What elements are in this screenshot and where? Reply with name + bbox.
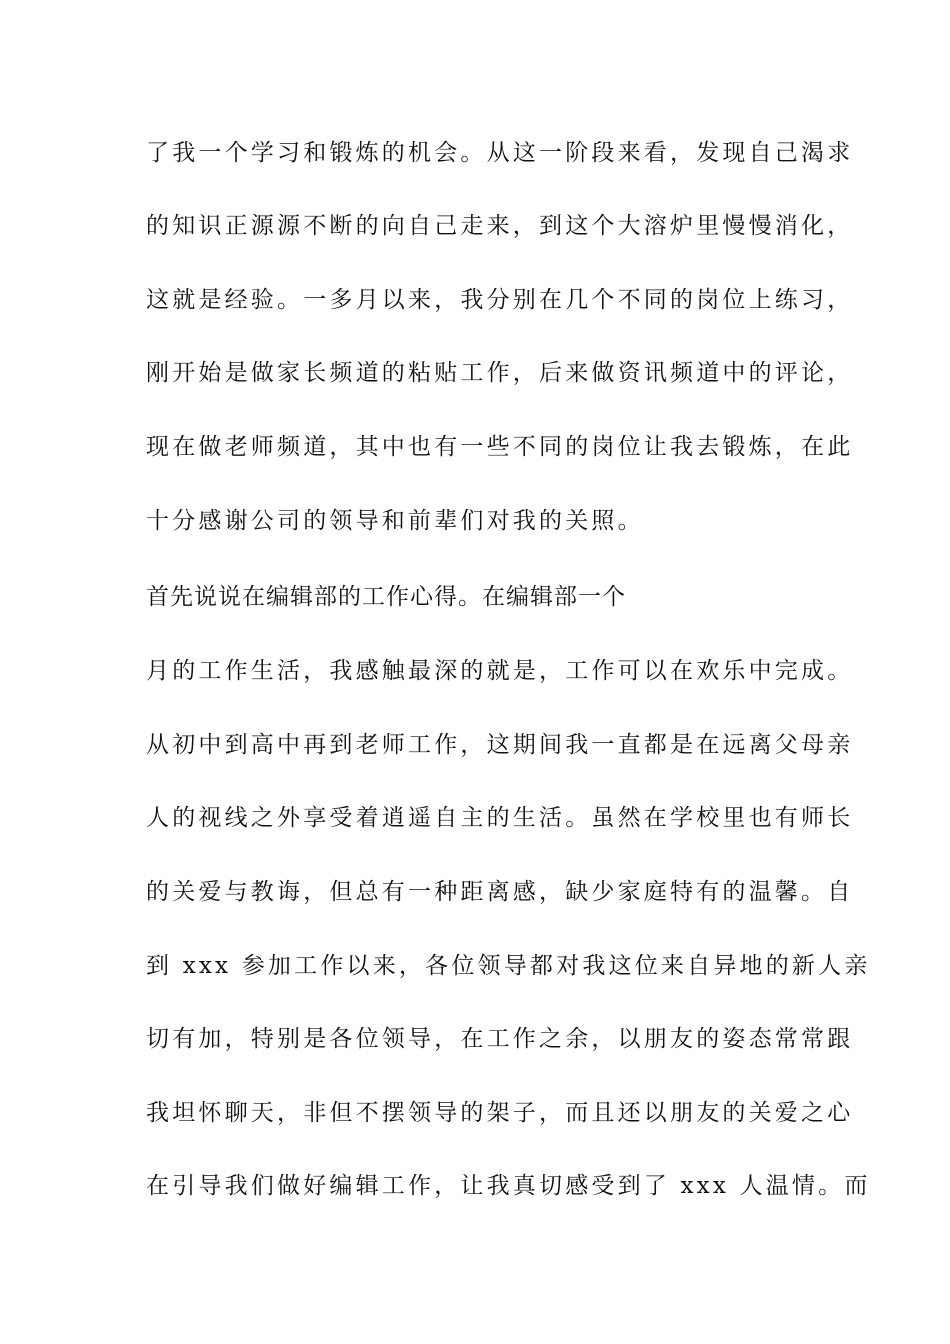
text-line: 了我一个学习和锻炼的机会。从这一阶段来看，发现自己渴求 [146,140,854,166]
text-line: 月的工作生活，我感触最深的就是，工作可以在欢乐中完成。 [146,658,854,684]
text-line: 的关爱与教诲，但总有一种距离感，缺少家庭特有的温馨。自 [146,879,854,905]
text-line: 人的视线之外享受着逍遥自主的生活。虽然在学校里也有师长 [146,805,854,831]
text-line: 的知识正源源不断的向自己走来，到这个大溶炉里慢慢消化， [146,213,854,239]
text-line: 这就是经验。一多月以来，我分别在几个不同的岗位上练习， [146,287,854,313]
paragraph-heading-line: 首先说说在编辑部的工作心得。在编辑部一个 [146,584,626,610]
text-line: 我坦怀聊天，非但不摆领导的架子，而且还以朋友的关爱之心 [146,1100,854,1126]
text-line: 切有加，特别是各位领导，在工作之余，以朋友的姿态常常跟 [146,1026,854,1052]
text-line: 十分感谢公司的领导和前辈们对我的关照。 [146,508,644,534]
text-line: 在引导我们做好编辑工作，让我真切感受到了 xxx 人温情。而 [146,1173,871,1199]
text-line: 刚开始是做家长频道的粘贴工作，后来做资讯频道中的评论， [146,360,854,386]
text-line: 从初中到高中再到老师工作，这期间我一直都是在远离父母亲 [146,732,854,758]
text-line: 到 xxx 参加工作以来，各位领导都对我这位来自异地的新人亲 [146,953,871,979]
text-line: 现在做老师频道，其中也有一些不同的岗位让我去锻炼，在此 [146,434,854,460]
